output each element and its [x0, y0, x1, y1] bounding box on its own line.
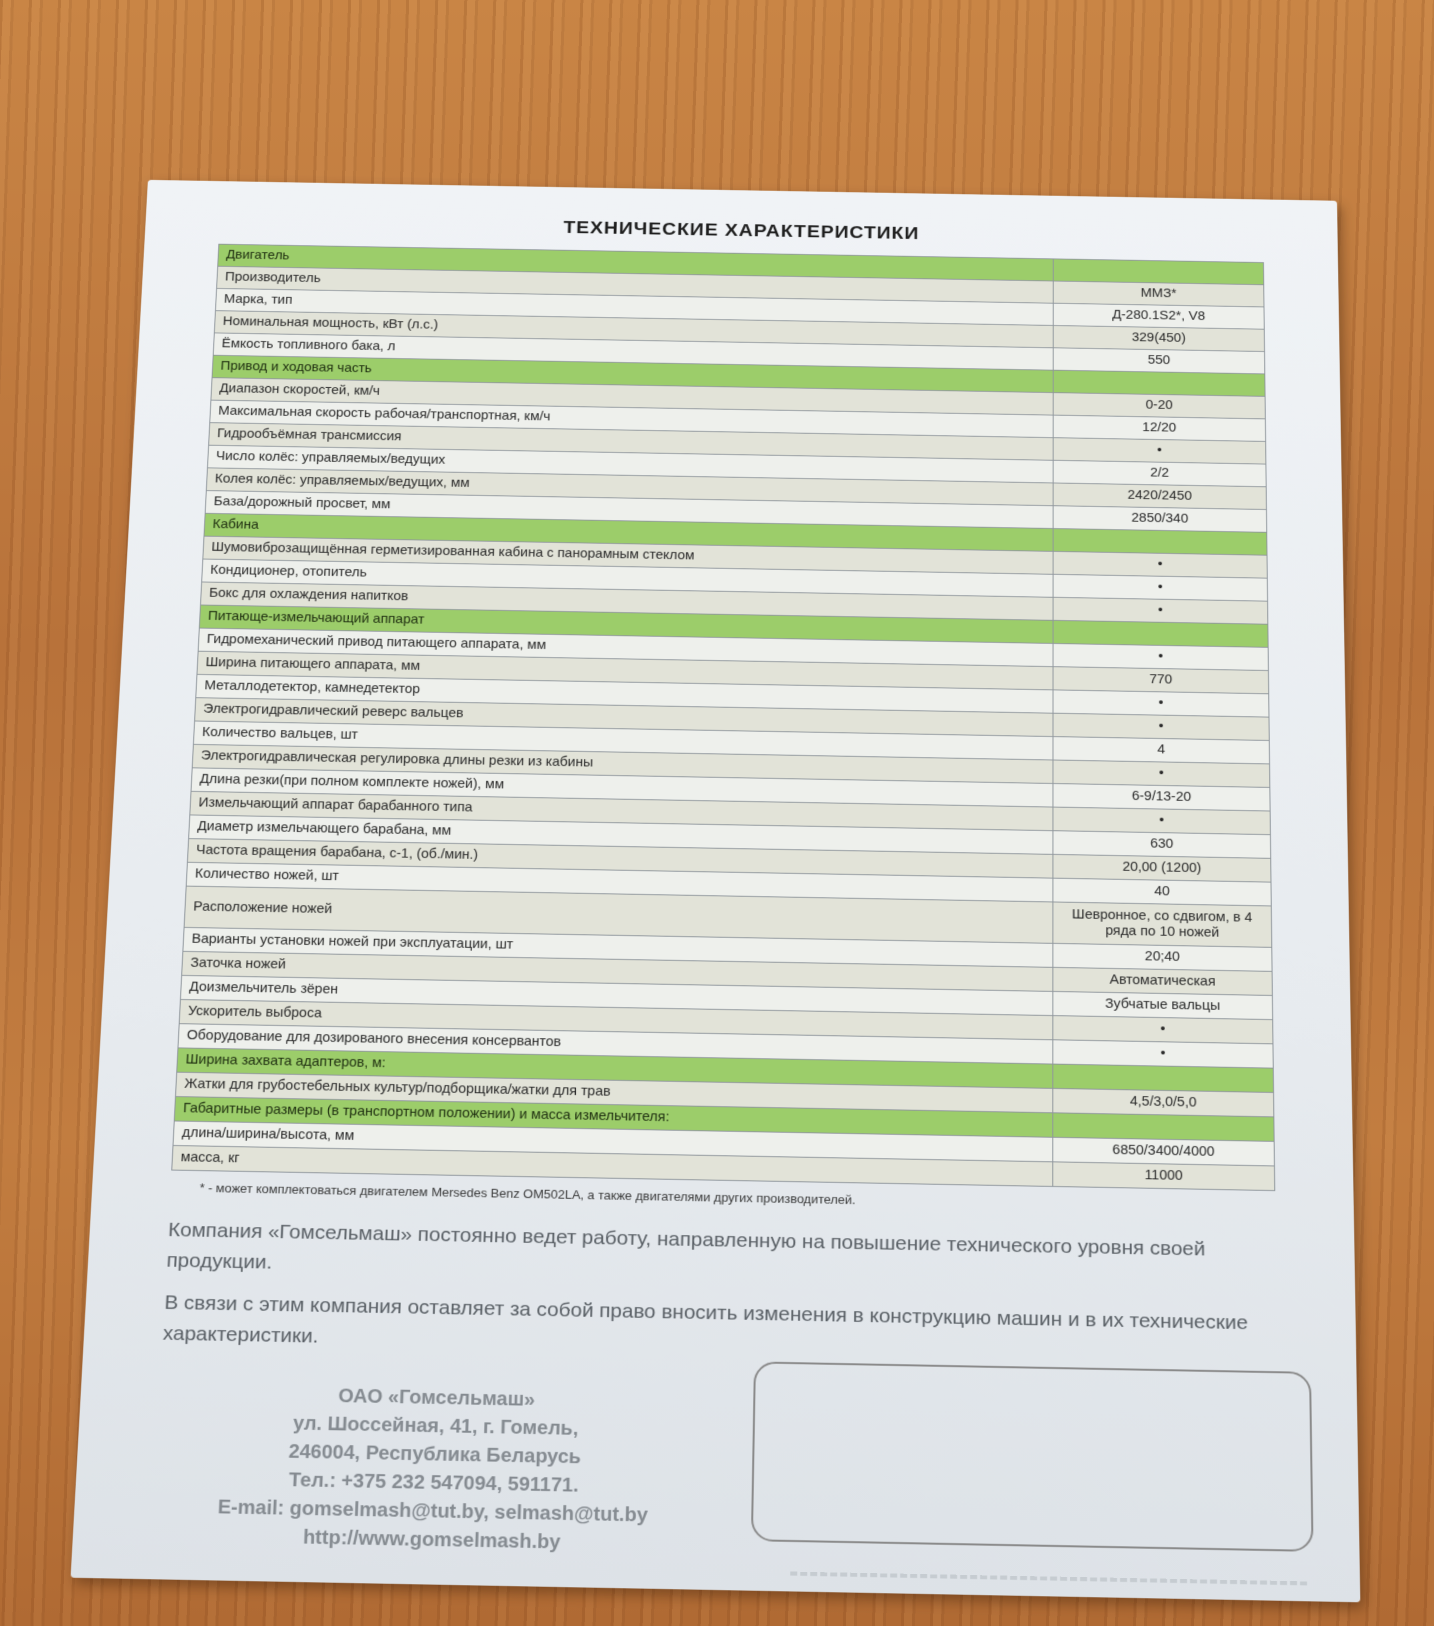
- company-name: ОАО «Гомсельмаш»: [337, 1385, 536, 1411]
- spec-value: Д-280.1S2*, V8: [1053, 303, 1264, 329]
- brochure-page: [71, 180, 1361, 1602]
- spec-value: 6-9/13-20: [1053, 783, 1270, 811]
- spec-value: 12/20: [1053, 415, 1265, 441]
- spec-value: 20;40: [1053, 943, 1272, 971]
- footnote: * - может комплектоваться двигателем Mersedes Benz OM502LA, а также двигателями других производителей.: [199, 1180, 856, 1207]
- spec-label: Количество вальцев, шт: [193, 721, 1053, 760]
- section-title: Питающе-измельчающий аппарат: [199, 605, 1053, 643]
- company-email: E-mail: gomselmash@tut.by, selmash@tut.by: [217, 1496, 648, 1527]
- spec-label: Расположение ножей: [184, 886, 1053, 943]
- spec-label: Ускоритель выброса: [179, 999, 1053, 1039]
- spec-label: Гидрообъёмная трансмиссия: [209, 423, 1054, 461]
- spec-label: Заточка ножей: [182, 951, 1053, 991]
- spec-value: 4: [1053, 737, 1270, 764]
- spec-value: 770: [1053, 667, 1269, 694]
- spec-value: 2/2: [1053, 460, 1266, 486]
- spec-value: 550: [1053, 348, 1265, 374]
- spec-value: 2850/340: [1053, 506, 1267, 533]
- spec-label: Кондиционер, отопитель: [202, 559, 1053, 597]
- section-title: Кабина: [204, 513, 1053, 551]
- spec-value: 11000: [1053, 1162, 1275, 1191]
- page-content: [162, 212, 1278, 1554]
- page-title: ТЕХНИЧЕСКИЕ ХАРАКТЕРИСТИКИ: [563, 217, 920, 244]
- company-phone: Тел.: +375 232 547094, 591171.: [288, 1469, 579, 1497]
- spec-label: Гидромеханический привод питающего аппарата, мм: [198, 628, 1053, 667]
- spec-label: Металлодетектор, камнедетектор: [196, 674, 1053, 713]
- spec-label: Колея колёс: управляемых/ведущих, мм: [206, 468, 1053, 506]
- specifications-table-body: [172, 244, 1275, 1190]
- spec-value: •: [1053, 1016, 1273, 1044]
- company-street: ул. Шоссейная, 41, г. Гомель,: [292, 1412, 579, 1440]
- notice-text: [162, 1215, 1277, 1370]
- spec-value: Шевронное, со сдвигом, в 4 ряда по 10 ножей: [1053, 902, 1272, 947]
- spec-label: Марка, тип: [215, 288, 1053, 325]
- spec-value: ММЗ*: [1053, 281, 1264, 307]
- spec-value: 630: [1053, 831, 1271, 859]
- company-contacts: [152, 1379, 714, 1560]
- spec-label: Длина резки(при полном комплекте ножей), мм: [191, 768, 1053, 807]
- spec-value: •: [1053, 574, 1268, 601]
- spec-value: •: [1053, 713, 1269, 740]
- spec-value: 329(450): [1053, 325, 1264, 351]
- spec-label: Оборудование для дозированого внесения консервантов: [178, 1024, 1053, 1064]
- spec-value: 20,00 (1200): [1053, 854, 1271, 882]
- section-title: Ширина захвата адаптеров, м:: [177, 1048, 1053, 1089]
- spec-label: Частота вращения барабана, с-1, (об./мин.): [187, 839, 1053, 879]
- spec-label: Бокс для охлаждения напитков: [200, 582, 1053, 620]
- spec-label: Электрогидравлический реверс вальцев: [195, 698, 1053, 737]
- spec-label: Номинальная мощность, кВт (л.с.): [214, 311, 1053, 348]
- spec-label: Электрогидравлическая регулировка длины резки из кабины: [192, 744, 1053, 783]
- notice-paragraph-2: В связи с этим компания оставляет за собой право вносить изменения в конструкцию машин и в их технические характеристики.: [162, 1291, 1249, 1348]
- section-title: Габаритные размеры (в транспортном положении) и масса измельчителя:: [174, 1097, 1053, 1138]
- spec-value: •: [1053, 760, 1270, 787]
- spec-value: 0-20: [1053, 393, 1265, 419]
- spec-value: 40: [1053, 878, 1271, 906]
- spec-label: Варианты установки ножей при эксплуатации, шт: [183, 927, 1053, 967]
- section-title: Двигатель: [218, 244, 1054, 281]
- specifications-table: [171, 244, 1275, 1191]
- spec-label: Число колёс: управляемых/ведущих: [207, 445, 1053, 483]
- notice-paragraph-1: Компания «Гомсельмаш» постоянно ведет работу, направленную на повышение технического уровня своей продукции.: [166, 1218, 1206, 1274]
- spec-value: •: [1053, 438, 1266, 464]
- spec-label: База/дорожный просвет, мм: [205, 491, 1053, 529]
- section-title: Привод и ходовая часть: [212, 355, 1053, 392]
- spec-label: Количество ножей, шт: [186, 862, 1053, 902]
- spec-value: •: [1053, 643, 1268, 670]
- spec-label: масса, кг: [172, 1145, 1053, 1186]
- spec-label: Ширина питающего аппарата, мм: [197, 651, 1053, 690]
- dealer-stamp-box: [751, 1361, 1314, 1551]
- spec-label: Доизмельчитель зёрен: [180, 975, 1052, 1015]
- spec-label: Максимальная скорость рабочая/транспортная, км/ч: [210, 400, 1053, 438]
- spec-label: Шумовиброзащищённая герметизированная кабина с панорамным стеклом: [203, 536, 1053, 574]
- company-website: http://www.gomselmash.by: [302, 1526, 561, 1554]
- spec-value: •: [1053, 1040, 1273, 1068]
- spec-label: Диаметр измельчающего барабана, мм: [189, 815, 1053, 854]
- spec-label: Ёмкость топливного бака, л: [213, 333, 1053, 370]
- spec-label: Производитель: [217, 266, 1054, 303]
- spec-value: 6850/3400/4000: [1053, 1137, 1275, 1166]
- spec-value: •: [1053, 597, 1268, 624]
- spec-label: длина/ширина/высота, мм: [173, 1121, 1053, 1162]
- spec-label: Диапазон скоростей, км/ч: [211, 378, 1053, 415]
- company-city: 246004, Республика Беларусь: [288, 1441, 582, 1469]
- spec-value: •: [1053, 807, 1270, 835]
- spec-value: 2420/2450: [1053, 483, 1266, 510]
- spec-value: •: [1053, 551, 1267, 578]
- spec-value: Зубчатые вальцы: [1053, 991, 1273, 1019]
- spec-value: •: [1053, 690, 1269, 717]
- spec-value: Автоматическая: [1053, 967, 1273, 995]
- spec-value: 4,5/3,0/5,0: [1053, 1088, 1274, 1117]
- spec-label: Измельчающий аппарат барабанного типа: [190, 791, 1053, 830]
- spec-label: Жатки для грубостебельных культур/подборщика/жатки для трав: [175, 1072, 1052, 1113]
- fine-print-line: [790, 1572, 1310, 1586]
